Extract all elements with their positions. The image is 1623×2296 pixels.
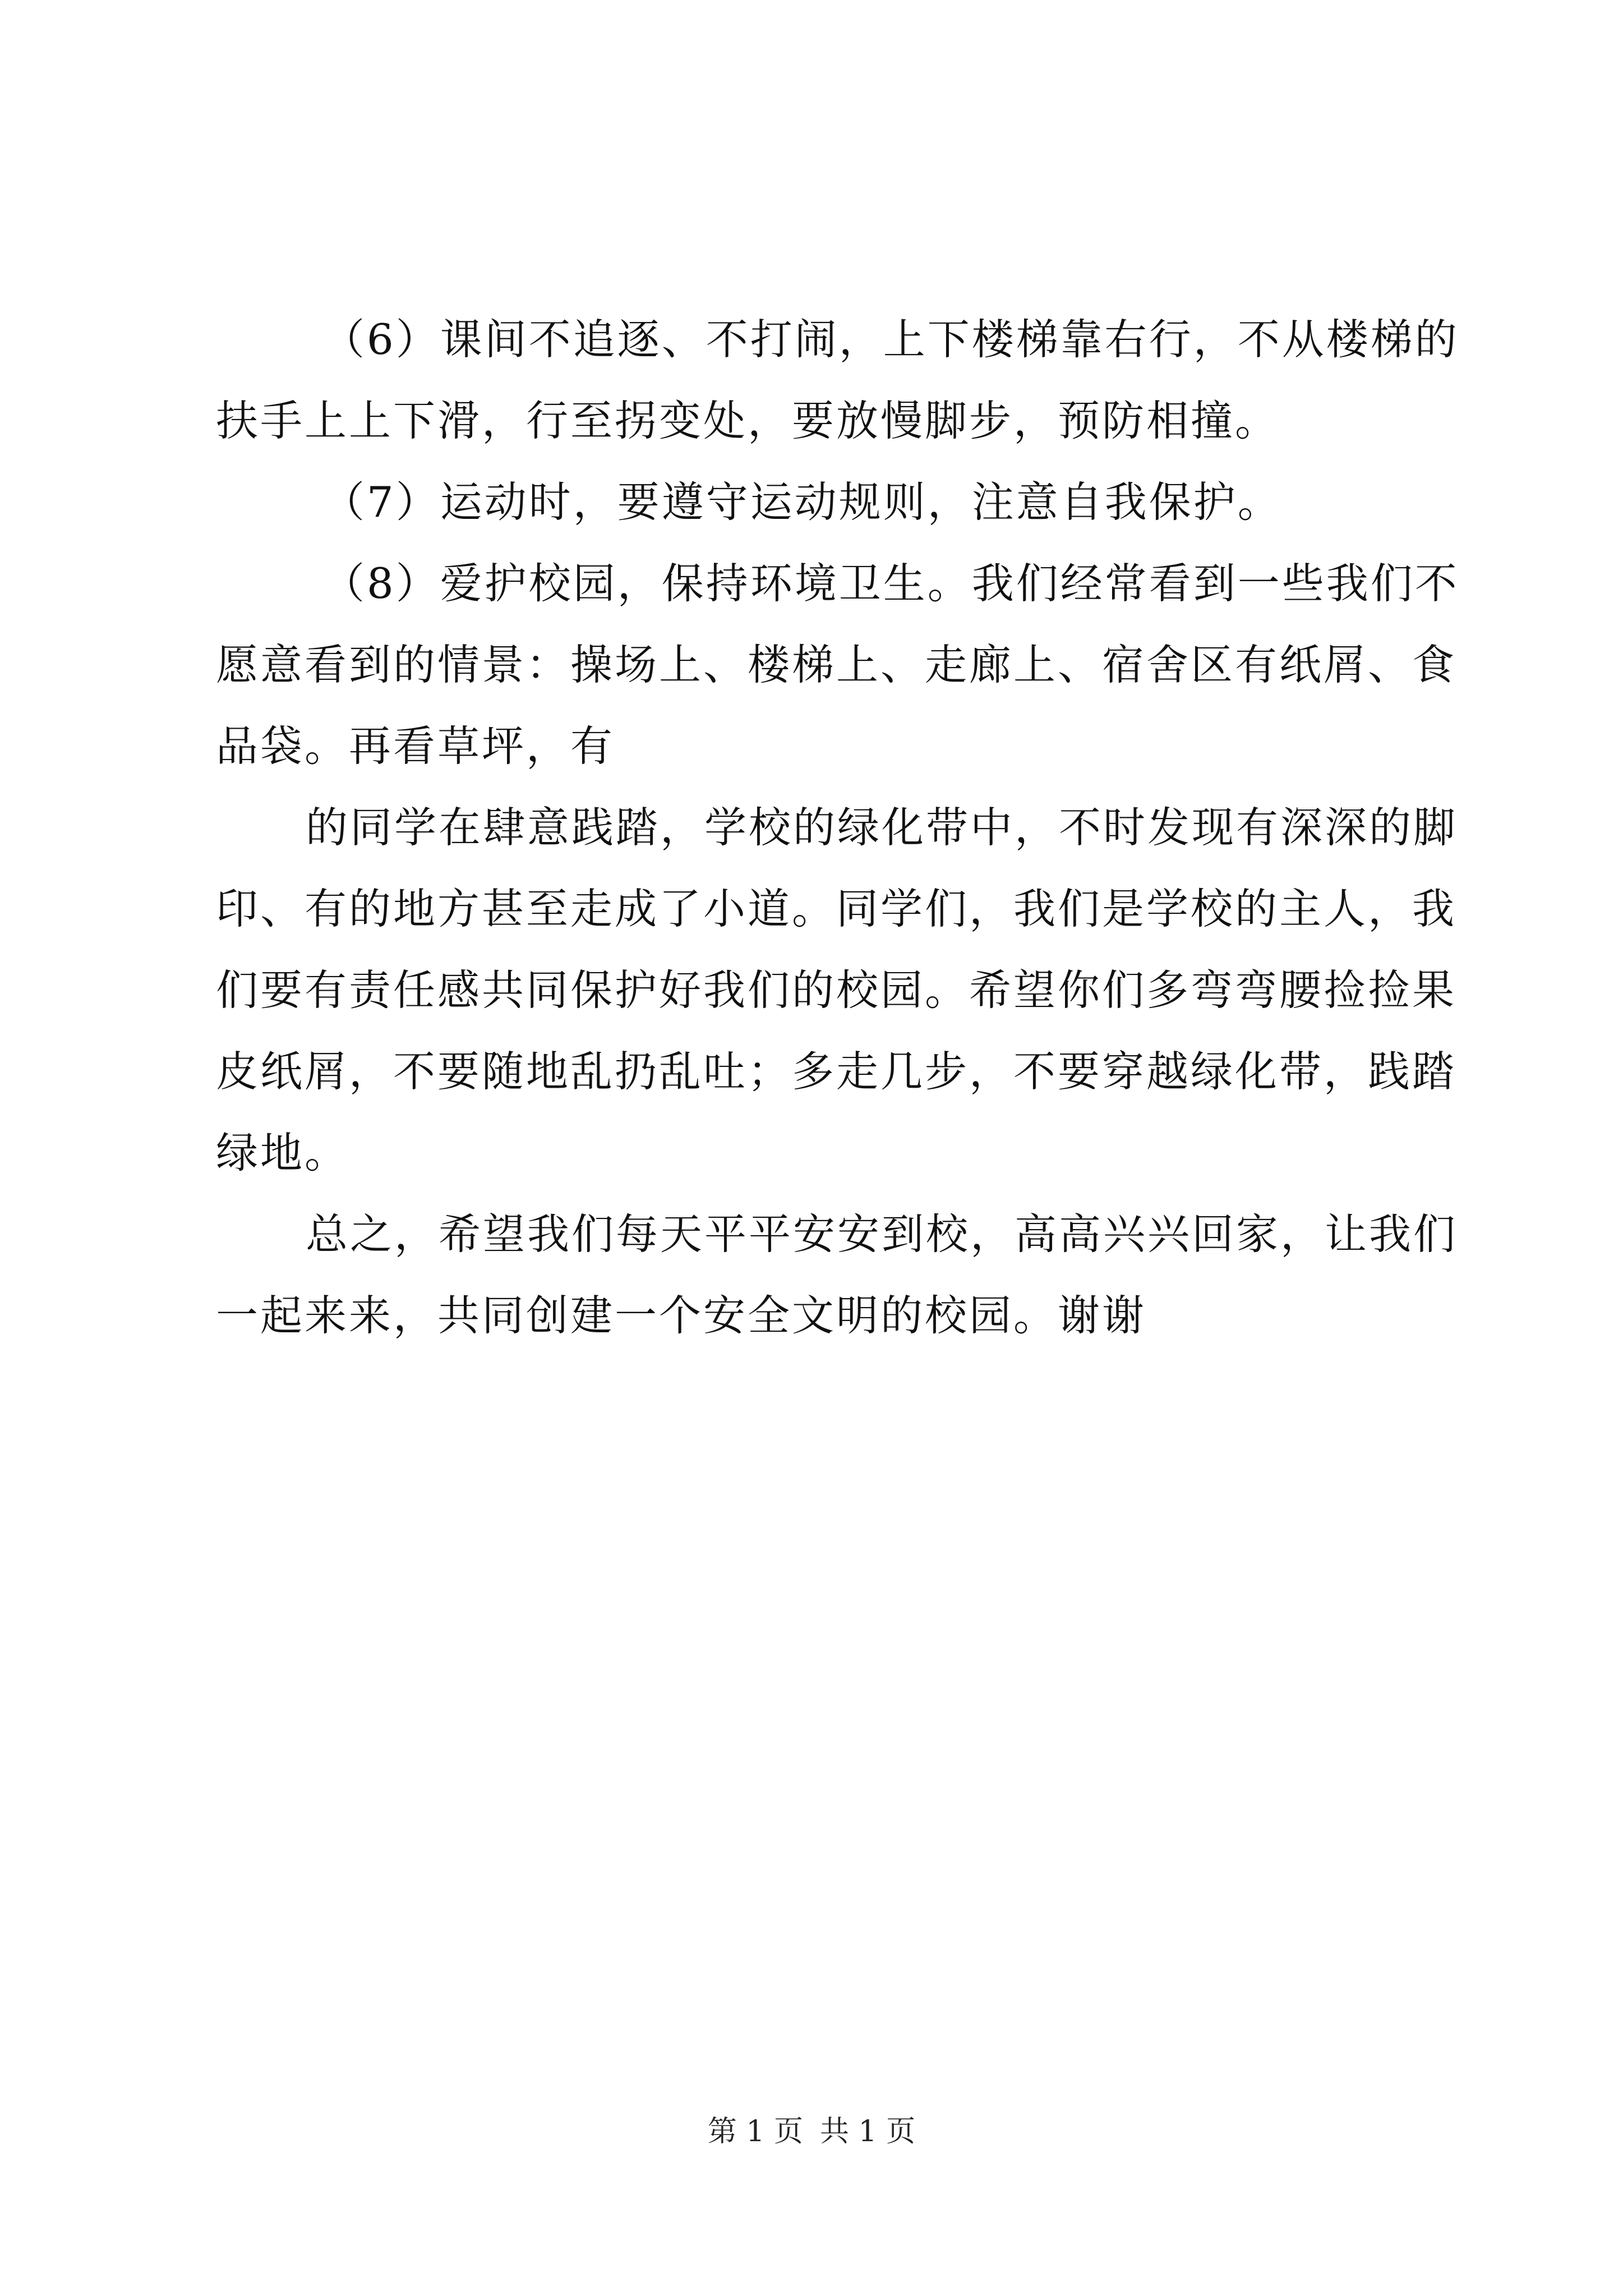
text-line: 一起来来，共同创建一个安全文明的校园。谢谢 (216, 1291, 1147, 1340)
page-footer (0, 2112, 1623, 2151)
text-line: 皮纸屑，不要随地乱扔乱吐；多走几步，不要穿越绿化带，践踏 (216, 1047, 1457, 1096)
text-line: 总之，希望我们每天平平安安到校，高高兴兴回家，让我们 (306, 1209, 1458, 1259)
text-line: （6）课间不追逐、不打闹，上下楼梯靠右行，不从楼梯的 (322, 315, 1459, 364)
text-line: 扶手上上下滑，行至拐变处，要放慢脚步，预防相撞。 (216, 396, 1280, 445)
page-total: 共 1 页 (820, 2115, 916, 2148)
text-line: 印、有的地方甚至走成了小道。同学们，我们是学校的主人，我 (216, 884, 1457, 933)
text-line: （8）爱护校园，保持环境卫生。我们经常看到一些我们不 (322, 559, 1459, 608)
text-line: 的同学在肆意践踏，学校的绿化带中，不时发现有深深的脚 (306, 803, 1458, 852)
text-line: 们要有责任感共同保护好我们的校园。希望你们多弯弯腰捡捡果 (216, 965, 1457, 1015)
page-number: 第 1 页 (707, 2115, 803, 2148)
text-line: 品袋。再看草坪，有 (216, 721, 615, 771)
text-line: （7）运动时，要遵守运动规则，注意自我保护。 (322, 477, 1282, 527)
text-line: 愿意看到的情景：操场上、楼梯上、走廊上、宿舍区有纸屑、食 (216, 640, 1457, 689)
text-line: 绿地。 (216, 1128, 349, 1177)
